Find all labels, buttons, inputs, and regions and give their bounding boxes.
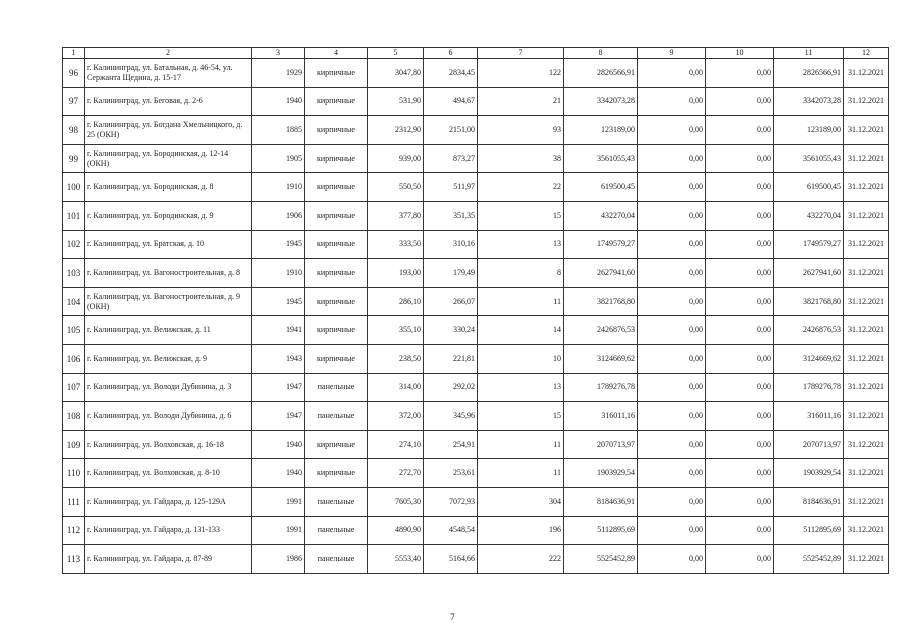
zero-cell-b: 0,00 (706, 430, 774, 459)
amount-cell: 5525452,89 (564, 545, 638, 574)
amount-cell: 2826566,91 (564, 59, 638, 88)
area-total-cell: 272,70 (368, 459, 424, 488)
area-living-cell: 179,49 (424, 259, 478, 288)
zero-cell-b: 0,00 (706, 487, 774, 516)
address-cell: г. Калининград, ул. Волховская, д. 16-18 (85, 430, 252, 459)
address-cell: г. Калининград, ул. Батальная, д. 46-54, ул. Сержанта Щедина, д. 15-17 (85, 59, 252, 88)
balance-cell: 3342073,28 (774, 87, 844, 116)
material-cell: кирпичные (305, 259, 368, 288)
row-number: 97 (63, 87, 85, 116)
zero-cell-b: 0,00 (706, 144, 774, 173)
table-row (63, 487, 889, 516)
date-cell: 31.12.2021 (844, 230, 889, 259)
zero-cell-b: 0,00 (706, 316, 774, 345)
count-cell: 11 (478, 459, 564, 488)
table-row (63, 373, 889, 402)
amount-cell: 619500,45 (564, 173, 638, 202)
date-cell: 31.12.2021 (844, 487, 889, 516)
amount-cell: 5112895,69 (564, 516, 638, 545)
table-row (63, 144, 889, 173)
amount-cell: 3821768,80 (564, 287, 638, 316)
table-row (63, 402, 889, 431)
material-cell: кирпичные (305, 459, 368, 488)
material-cell: панельные (305, 545, 368, 574)
year-cell: 1991 (252, 516, 305, 545)
row-number: 99 (63, 144, 85, 173)
year-cell: 1910 (252, 259, 305, 288)
zero-cell-a: 0,00 (638, 59, 706, 88)
zero-cell-a: 0,00 (638, 487, 706, 516)
area-living-cell: 4548,54 (424, 516, 478, 545)
year-cell: 1945 (252, 287, 305, 316)
balance-cell: 1749579,27 (774, 230, 844, 259)
table-row (63, 59, 889, 88)
amount-cell: 2627941,60 (564, 259, 638, 288)
row-number: 98 (63, 116, 85, 145)
count-cell: 222 (478, 545, 564, 574)
area-total-cell: 4890,90 (368, 516, 424, 545)
area-living-cell: 2834,45 (424, 59, 478, 88)
date-cell: 31.12.2021 (844, 344, 889, 373)
count-cell: 38 (478, 144, 564, 173)
area-total-cell: 333,50 (368, 230, 424, 259)
row-number: 96 (63, 59, 85, 88)
balance-cell: 3821768,80 (774, 287, 844, 316)
zero-cell-b: 0,00 (706, 116, 774, 145)
table-row (63, 259, 889, 288)
zero-cell-a: 0,00 (638, 287, 706, 316)
column-header: 12 (844, 48, 889, 59)
zero-cell-a: 0,00 (638, 459, 706, 488)
amount-cell: 3124669,62 (564, 344, 638, 373)
area-total-cell: 377,80 (368, 201, 424, 230)
area-total-cell: 314,00 (368, 373, 424, 402)
address-cell: г. Калининград, ул. Володи Дубинина, д. 3 (85, 373, 252, 402)
address-cell: г. Калининград, ул. Гайдара, д. 125-129А (85, 487, 252, 516)
table-row (63, 459, 889, 488)
column-header: 8 (564, 48, 638, 59)
balance-cell: 123189,00 (774, 116, 844, 145)
date-cell: 31.12.2021 (844, 373, 889, 402)
table-row (63, 545, 889, 574)
year-cell: 1940 (252, 87, 305, 116)
material-cell: панельные (305, 487, 368, 516)
count-cell: 11 (478, 287, 564, 316)
area-total-cell: 7605,30 (368, 487, 424, 516)
address-cell: г. Калининград, ул. Волховская, д. 8-10 (85, 459, 252, 488)
row-number: 113 (63, 545, 85, 574)
count-cell: 14 (478, 316, 564, 345)
amount-cell: 432270,04 (564, 201, 638, 230)
count-cell: 304 (478, 487, 564, 516)
area-total-cell: 238,50 (368, 344, 424, 373)
column-header: 2 (85, 48, 252, 59)
date-cell: 31.12.2021 (844, 287, 889, 316)
zero-cell-b: 0,00 (706, 344, 774, 373)
zero-cell-b: 0,00 (706, 173, 774, 202)
balance-cell: 432270,04 (774, 201, 844, 230)
zero-cell-a: 0,00 (638, 545, 706, 574)
area-total-cell: 550,50 (368, 173, 424, 202)
area-total-cell: 2312,90 (368, 116, 424, 145)
material-cell: кирпичные (305, 287, 368, 316)
zero-cell-a: 0,00 (638, 430, 706, 459)
amount-cell: 1789276,78 (564, 373, 638, 402)
year-cell: 1943 (252, 344, 305, 373)
zero-cell-b: 0,00 (706, 230, 774, 259)
column-header: 10 (706, 48, 774, 59)
amount-cell: 2426876,53 (564, 316, 638, 345)
table-row (63, 87, 889, 116)
year-cell: 1940 (252, 430, 305, 459)
table-row (63, 316, 889, 345)
column-header: 3 (252, 48, 305, 59)
balance-cell: 3561055,43 (774, 144, 844, 173)
table-row (63, 344, 889, 373)
count-cell: 22 (478, 173, 564, 202)
balance-cell: 2426876,53 (774, 316, 844, 345)
amount-cell: 316011,16 (564, 402, 638, 431)
address-cell: г. Калининград, ул. Беговая, д. 2-6 (85, 87, 252, 116)
material-cell: кирпичные (305, 430, 368, 459)
area-total-cell: 939,00 (368, 144, 424, 173)
balance-cell: 5525452,89 (774, 545, 844, 574)
zero-cell-a: 0,00 (638, 373, 706, 402)
address-cell: г. Калининград, ул. Вагоностроительная, д. 8 (85, 259, 252, 288)
zero-cell-b: 0,00 (706, 259, 774, 288)
year-cell: 1947 (252, 402, 305, 431)
balance-cell: 3124669,62 (774, 344, 844, 373)
table-row (63, 287, 889, 316)
area-living-cell: 310,16 (424, 230, 478, 259)
zero-cell-b: 0,00 (706, 373, 774, 402)
column-header: 1 (63, 48, 85, 59)
count-cell: 11 (478, 430, 564, 459)
address-cell: г. Калининград, ул. Бородинская, д. 8 (85, 173, 252, 202)
year-cell: 1991 (252, 487, 305, 516)
date-cell: 31.12.2021 (844, 173, 889, 202)
year-cell: 1885 (252, 116, 305, 145)
area-living-cell: 221,81 (424, 344, 478, 373)
zero-cell-a: 0,00 (638, 87, 706, 116)
zero-cell-a: 0,00 (638, 116, 706, 145)
address-cell: г. Калининград, ул. Братская, д. 10 (85, 230, 252, 259)
zero-cell-b: 0,00 (706, 545, 774, 574)
header-row (63, 48, 889, 59)
balance-cell: 2826566,91 (774, 59, 844, 88)
row-number: 112 (63, 516, 85, 545)
area-living-cell: 254,91 (424, 430, 478, 459)
amount-cell: 3342073,28 (564, 87, 638, 116)
area-total-cell: 5553,40 (368, 545, 424, 574)
area-living-cell: 2151,00 (424, 116, 478, 145)
area-living-cell: 494,67 (424, 87, 478, 116)
address-cell: г. Калининград, ул. Володи Дубинина, д. 6 (85, 402, 252, 431)
date-cell: 31.12.2021 (844, 430, 889, 459)
count-cell: 10 (478, 344, 564, 373)
address-cell: г. Калининград, ул. Богдана Хмельницкого, д. 25 (ОКН) (85, 116, 252, 145)
row-number: 101 (63, 201, 85, 230)
page-number: 7 (450, 612, 455, 622)
year-cell: 1910 (252, 173, 305, 202)
count-cell: 13 (478, 230, 564, 259)
row-number: 109 (63, 430, 85, 459)
year-cell: 1986 (252, 545, 305, 574)
address-cell: г. Калининград, ул. Гайдара, д. 131-133 (85, 516, 252, 545)
housing-register-table (62, 47, 889, 574)
area-living-cell: 266,07 (424, 287, 478, 316)
table-row (63, 516, 889, 545)
area-total-cell: 355,10 (368, 316, 424, 345)
amount-cell: 2070713,97 (564, 430, 638, 459)
count-cell: 93 (478, 116, 564, 145)
table-row (63, 230, 889, 259)
zero-cell-b: 0,00 (706, 287, 774, 316)
year-cell: 1906 (252, 201, 305, 230)
row-number: 106 (63, 344, 85, 373)
date-cell: 31.12.2021 (844, 87, 889, 116)
amount-cell: 123189,00 (564, 116, 638, 145)
area-living-cell: 292,02 (424, 373, 478, 402)
date-cell: 31.12.2021 (844, 402, 889, 431)
date-cell: 31.12.2021 (844, 59, 889, 88)
area-living-cell: 253,61 (424, 459, 478, 488)
area-total-cell: 531,90 (368, 87, 424, 116)
area-living-cell: 345,96 (424, 402, 478, 431)
address-cell: г. Калининград, ул. Велижская, д. 11 (85, 316, 252, 345)
balance-cell: 2070713,97 (774, 430, 844, 459)
area-living-cell: 873,27 (424, 144, 478, 173)
year-cell: 1940 (252, 459, 305, 488)
row-number: 111 (63, 487, 85, 516)
zero-cell-a: 0,00 (638, 259, 706, 288)
column-header: 11 (774, 48, 844, 59)
address-cell: г. Калининград, ул. Бородинская, д. 9 (85, 201, 252, 230)
balance-cell: 2627941,60 (774, 259, 844, 288)
date-cell: 31.12.2021 (844, 116, 889, 145)
zero-cell-a: 0,00 (638, 230, 706, 259)
table-row (63, 201, 889, 230)
row-number: 103 (63, 259, 85, 288)
row-number: 104 (63, 287, 85, 316)
zero-cell-b: 0,00 (706, 87, 774, 116)
zero-cell-b: 0,00 (706, 459, 774, 488)
area-living-cell: 5164,66 (424, 545, 478, 574)
balance-cell: 1903929,54 (774, 459, 844, 488)
date-cell: 31.12.2021 (844, 459, 889, 488)
column-header: 4 (305, 48, 368, 59)
area-living-cell: 330,24 (424, 316, 478, 345)
material-cell: панельные (305, 402, 368, 431)
column-header: 7 (478, 48, 564, 59)
balance-cell: 619500,45 (774, 173, 844, 202)
count-cell: 13 (478, 373, 564, 402)
year-cell: 1905 (252, 144, 305, 173)
material-cell: кирпичные (305, 201, 368, 230)
material-cell: панельные (305, 373, 368, 402)
material-cell: кирпичные (305, 316, 368, 345)
table-row (63, 430, 889, 459)
table-row (63, 173, 889, 202)
row-number: 102 (63, 230, 85, 259)
column-header: 9 (638, 48, 706, 59)
material-cell: кирпичные (305, 87, 368, 116)
balance-cell: 316011,16 (774, 402, 844, 431)
row-number: 108 (63, 402, 85, 431)
zero-cell-a: 0,00 (638, 402, 706, 431)
amount-cell: 1749579,27 (564, 230, 638, 259)
row-number: 110 (63, 459, 85, 488)
row-number: 105 (63, 316, 85, 345)
zero-cell-a: 0,00 (638, 173, 706, 202)
zero-cell-a: 0,00 (638, 144, 706, 173)
year-cell: 1947 (252, 373, 305, 402)
year-cell: 1929 (252, 59, 305, 88)
address-cell: г. Калининград, ул. Вагоностроительная, д. 9 (ОКН) (85, 287, 252, 316)
balance-cell: 5112895,69 (774, 516, 844, 545)
row-number: 100 (63, 173, 85, 202)
amount-cell: 1903929,54 (564, 459, 638, 488)
table-header (63, 48, 889, 59)
count-cell: 122 (478, 59, 564, 88)
row-number: 107 (63, 373, 85, 402)
material-cell: кирпичные (305, 173, 368, 202)
zero-cell-a: 0,00 (638, 344, 706, 373)
date-cell: 31.12.2021 (844, 144, 889, 173)
area-living-cell: 7072,93 (424, 487, 478, 516)
material-cell: панельные (305, 516, 368, 545)
zero-cell-b: 0,00 (706, 201, 774, 230)
column-header: 5 (368, 48, 424, 59)
area-total-cell: 372,00 (368, 402, 424, 431)
address-cell: г. Калининград, ул. Бородинская, д. 12-14 (ОКН) (85, 144, 252, 173)
count-cell: 196 (478, 516, 564, 545)
address-cell: г. Калининград, ул. Велижская, д. 9 (85, 344, 252, 373)
year-cell: 1941 (252, 316, 305, 345)
amount-cell: 8184636,91 (564, 487, 638, 516)
count-cell: 8 (478, 259, 564, 288)
count-cell: 15 (478, 402, 564, 431)
date-cell: 31.12.2021 (844, 316, 889, 345)
date-cell: 31.12.2021 (844, 545, 889, 574)
address-cell: г. Калининград, ул. Гайдара, д. 87-89 (85, 545, 252, 574)
material-cell: кирпичные (305, 116, 368, 145)
area-total-cell: 286,10 (368, 287, 424, 316)
count-cell: 21 (478, 87, 564, 116)
zero-cell-a: 0,00 (638, 316, 706, 345)
table-body (63, 59, 889, 574)
date-cell: 31.12.2021 (844, 516, 889, 545)
area-living-cell: 351,35 (424, 201, 478, 230)
area-total-cell: 274,10 (368, 430, 424, 459)
zero-cell-b: 0,00 (706, 516, 774, 545)
area-total-cell: 3047,80 (368, 59, 424, 88)
table-row (63, 116, 889, 145)
balance-cell: 1789276,78 (774, 373, 844, 402)
zero-cell-a: 0,00 (638, 201, 706, 230)
zero-cell-b: 0,00 (706, 59, 774, 88)
material-cell: кирпичные (305, 344, 368, 373)
count-cell: 15 (478, 201, 564, 230)
column-header: 6 (424, 48, 478, 59)
year-cell: 1945 (252, 230, 305, 259)
amount-cell: 3561055,43 (564, 144, 638, 173)
area-living-cell: 511,97 (424, 173, 478, 202)
material-cell: кирпичные (305, 144, 368, 173)
material-cell: кирпичные (305, 230, 368, 259)
balance-cell: 8184636,91 (774, 487, 844, 516)
date-cell: 31.12.2021 (844, 259, 889, 288)
zero-cell-b: 0,00 (706, 402, 774, 431)
area-total-cell: 193,00 (368, 259, 424, 288)
material-cell: кирпичные (305, 59, 368, 88)
zero-cell-a: 0,00 (638, 516, 706, 545)
date-cell: 31.12.2021 (844, 201, 889, 230)
